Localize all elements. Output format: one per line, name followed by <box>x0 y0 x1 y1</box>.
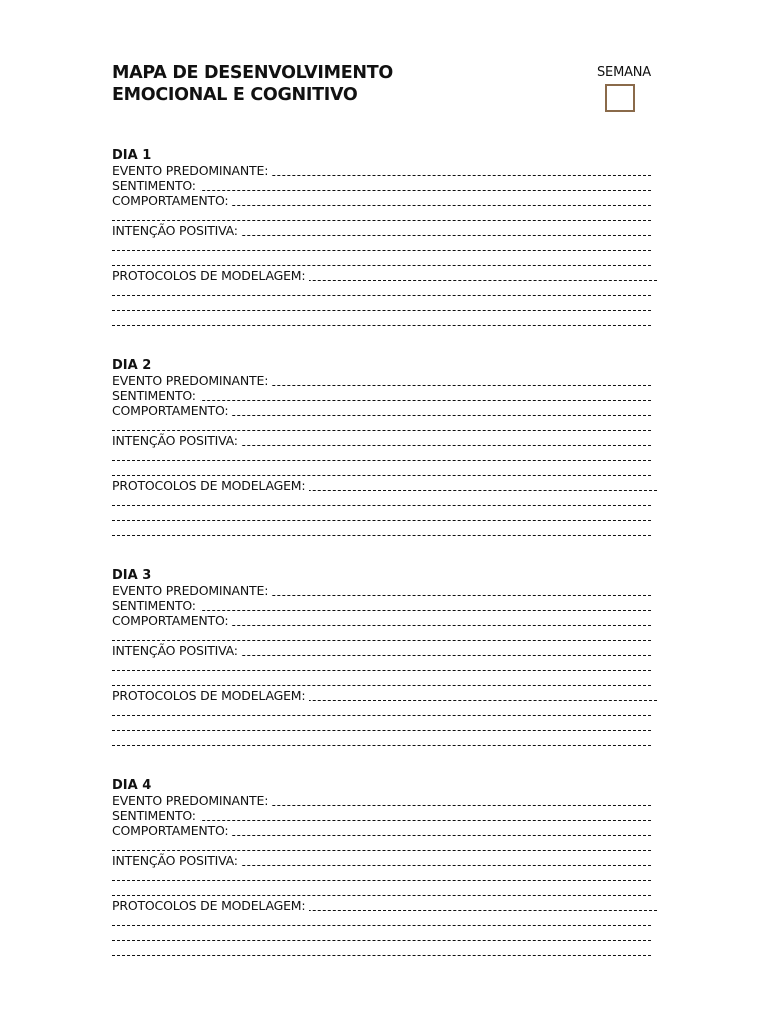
behavior-label: COMPORTAMENTO: <box>112 193 232 208</box>
behavior-extra-line[interactable] <box>112 628 657 643</box>
day-title: DIA 1 <box>112 148 152 163</box>
day-section-4 <box>112 778 657 958</box>
intention-extra-line[interactable] <box>112 238 657 253</box>
protocols-extra-line[interactable] <box>112 913 657 928</box>
day-title: DIA 2 <box>112 358 152 373</box>
intention-label: INTENÇÃO POSITIVA: <box>112 223 242 238</box>
page-title-line-1: MAPA DE DESENVOLVIMENTO <box>112 63 393 83</box>
page-title <box>112 62 552 106</box>
behavior-label: COMPORTAMENTO: <box>112 613 232 628</box>
protocols-label: PROTOCOLOS DE MODELAGEM: <box>112 898 309 913</box>
protocols-field[interactable] <box>112 898 657 913</box>
protocols-extra-line[interactable] <box>112 283 657 298</box>
behavior-field[interactable] <box>112 823 657 838</box>
intention-label: INTENÇÃO POSITIVA: <box>112 643 242 658</box>
feeling-label: SENTIMENTO: <box>112 598 200 613</box>
intention-extra-line[interactable] <box>112 883 657 898</box>
behavior-field[interactable] <box>112 613 657 628</box>
feeling-field[interactable] <box>112 388 657 403</box>
protocols-extra-line[interactable] <box>112 508 657 523</box>
intention-extra-line[interactable] <box>112 448 657 463</box>
day-section-2 <box>112 358 657 538</box>
intention-extra-line[interactable] <box>112 463 657 478</box>
protocols-extra-line[interactable] <box>112 523 657 538</box>
protocols-extra-line[interactable] <box>112 703 657 718</box>
intention-extra-line[interactable] <box>112 868 657 883</box>
day-title: DIA 3 <box>112 568 152 583</box>
feeling-field[interactable] <box>112 178 657 193</box>
event-label: EVENTO PREDOMINANTE: <box>112 583 272 598</box>
intention-field[interactable] <box>112 643 657 658</box>
feeling-field[interactable] <box>112 598 657 613</box>
behavior-field[interactable] <box>112 403 657 418</box>
intention-extra-line[interactable] <box>112 658 657 673</box>
behavior-extra-line[interactable] <box>112 838 657 853</box>
event-field[interactable] <box>112 793 657 808</box>
protocols-field[interactable] <box>112 688 657 703</box>
week-label: SEMANA <box>597 65 651 80</box>
event-label: EVENTO PREDOMINANTE: <box>112 793 272 808</box>
intention-extra-line[interactable] <box>112 253 657 268</box>
feeling-label: SENTIMENTO: <box>112 178 200 193</box>
protocols-extra-line[interactable] <box>112 928 657 943</box>
protocols-extra-line[interactable] <box>112 718 657 733</box>
protocols-field[interactable] <box>112 478 657 493</box>
event-field[interactable] <box>112 163 657 178</box>
feeling-label: SENTIMENTO: <box>112 388 200 403</box>
behavior-label: COMPORTAMENTO: <box>112 823 232 838</box>
behavior-field[interactable] <box>112 193 657 208</box>
feeling-field[interactable] <box>112 808 657 823</box>
event-field[interactable] <box>112 373 657 388</box>
behavior-extra-line[interactable] <box>112 208 657 223</box>
event-label: EVENTO PREDOMINANTE: <box>112 163 272 178</box>
protocols-extra-line[interactable] <box>112 733 657 748</box>
page-title-line-2: EMOCIONAL E COGNITIVO <box>112 85 358 105</box>
behavior-label: COMPORTAMENTO: <box>112 403 232 418</box>
intention-extra-line[interactable] <box>112 673 657 688</box>
week-input-box[interactable] <box>605 84 635 112</box>
protocols-extra-line[interactable] <box>112 943 657 958</box>
intention-field[interactable] <box>112 223 657 238</box>
behavior-extra-line[interactable] <box>112 418 657 433</box>
protocols-label: PROTOCOLOS DE MODELAGEM: <box>112 478 309 493</box>
event-label: EVENTO PREDOMINANTE: <box>112 373 272 388</box>
intention-field[interactable] <box>112 433 657 448</box>
protocols-extra-line[interactable] <box>112 493 657 508</box>
event-field[interactable] <box>112 583 657 598</box>
protocols-field[interactable] <box>112 268 657 283</box>
intention-label: INTENÇÃO POSITIVA: <box>112 853 242 868</box>
day-title: DIA 4 <box>112 778 152 793</box>
day-section-3 <box>112 568 657 748</box>
day-section-1 <box>112 148 657 328</box>
protocols-label: PROTOCOLOS DE MODELAGEM: <box>112 268 309 283</box>
protocols-extra-line[interactable] <box>112 298 657 313</box>
protocols-extra-line[interactable] <box>112 313 657 328</box>
protocols-label: PROTOCOLOS DE MODELAGEM: <box>112 688 309 703</box>
intention-field[interactable] <box>112 853 657 868</box>
feeling-label: SENTIMENTO: <box>112 808 200 823</box>
intention-label: INTENÇÃO POSITIVA: <box>112 433 242 448</box>
